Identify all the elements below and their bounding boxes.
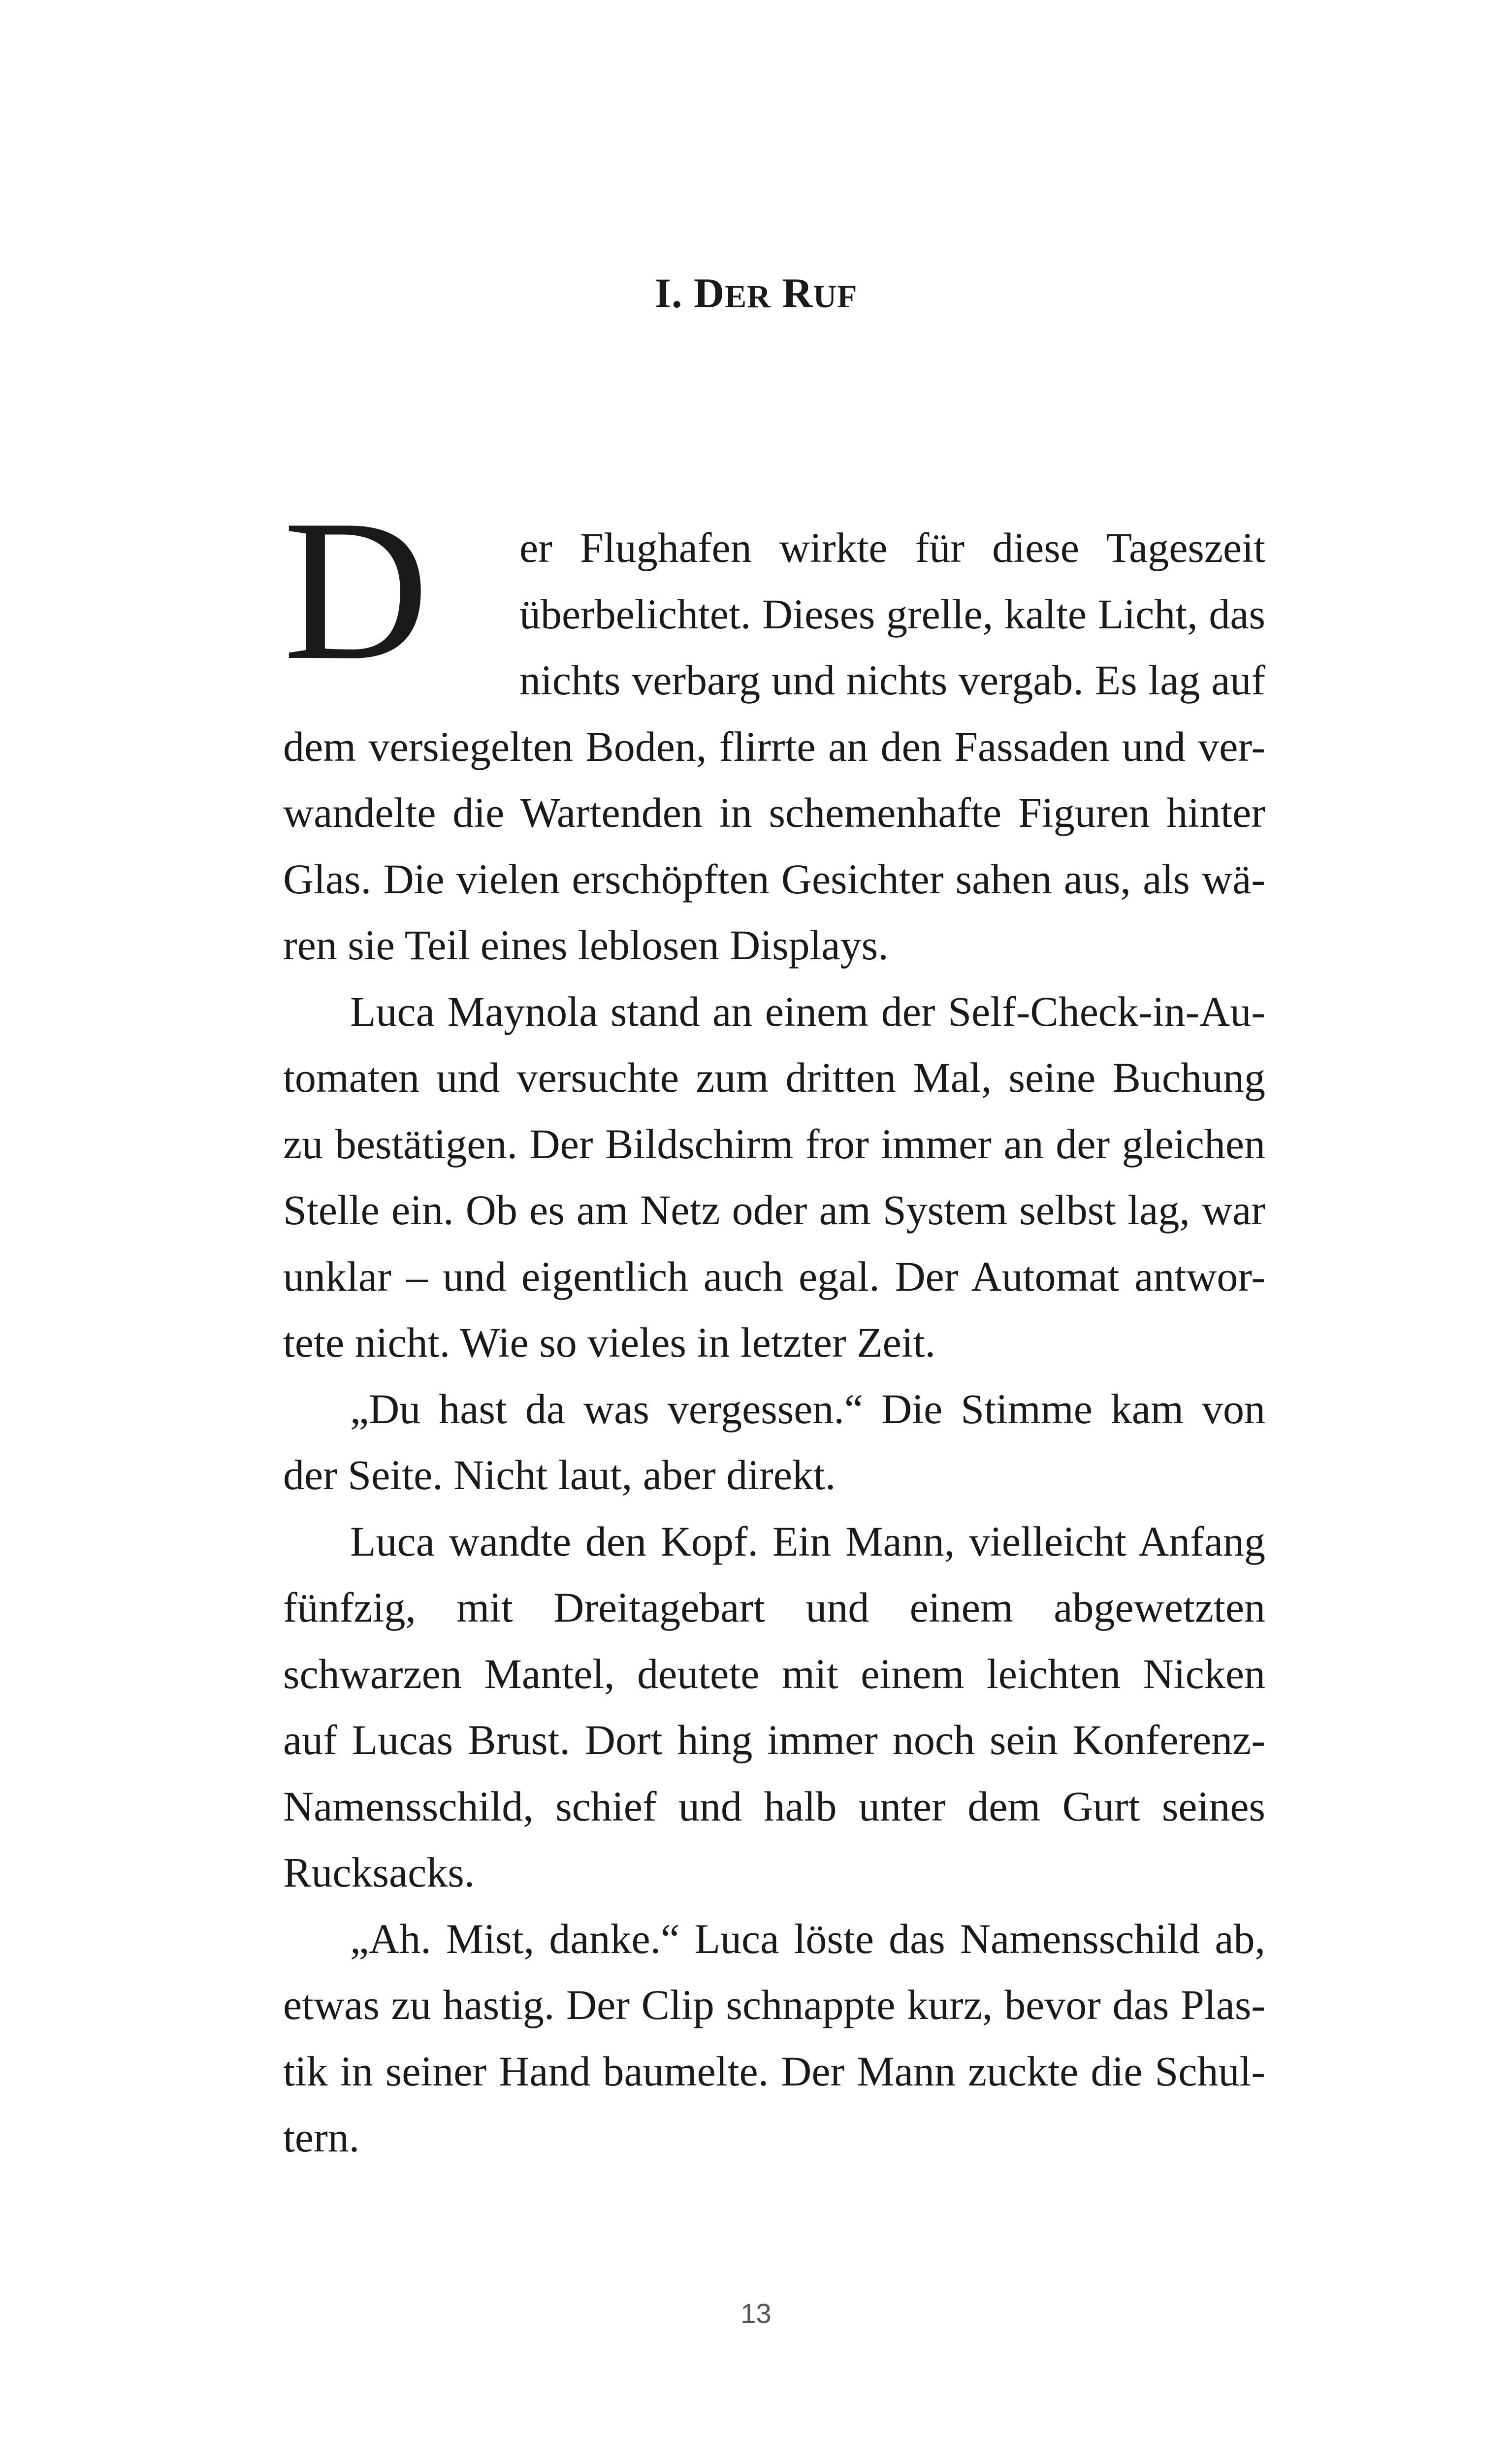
text-line: Stelle ein. Ob es am Netz oder am System selbst lag, war (283, 1186, 1265, 1234)
text-line: auf Lucas Brust. Dort hing immer noch sein Konferenz- (283, 1716, 1265, 1763)
text-line: wandelte die Wartenden in schemenhafte Figuren hinter (283, 789, 1265, 836)
text-line: tete nicht. Wie so vieles in letzter Zeit. (283, 1319, 936, 1366)
text-line: Glas. Die vielen erschöpften Gesichter sahen aus, als wä- (283, 855, 1265, 903)
text-line: Namensschild, schief und halb unter dem Gurt seines (283, 1782, 1265, 1830)
text-line: tern. (283, 2114, 360, 2161)
drop-cap: D (283, 478, 429, 702)
text-line: fünfzig, mit Dreitagebart und einem abgewetzten (283, 1584, 1265, 1631)
text-line: etwas zu hastig. Der Clip schnappte kurz, bevor das Plas- (283, 1981, 1265, 2028)
text-line: nichts verbarg und nichts vergab. Es lag auf (519, 656, 1265, 704)
page-number: 13 (740, 2298, 772, 2329)
chapter-title: I. DER RUF (654, 269, 858, 317)
text-line: überbelichtet. Dieses grelle, kalte Licht, das (519, 590, 1265, 638)
text-line: „Ah. Mist, danke.“ Luca löste das Namensschild ab, (350, 1915, 1265, 1962)
text-line: er Flughafen wirkte für diese Tageszeit (519, 524, 1265, 571)
text-line: tomaten und versuchte zum dritten Mal, seine Buchung (283, 1054, 1265, 1101)
text-line: ren sie Teil eines leblosen Displays. (283, 921, 889, 969)
text-line: schwarzen Mantel, deutete mit einem leichten Nicken (283, 1650, 1265, 1697)
text-line: tik in seiner Hand baumelte. Der Mann zuckte die Schul- (283, 2047, 1265, 2095)
text-line: unklar – und eigentlich auch egal. Der Automat antwor- (283, 1252, 1265, 1300)
chapter-body (283, 478, 1265, 2171)
text-line: Rucksacks. (283, 1849, 475, 1896)
text-line: „Du hast da was vergessen.“ Die Stimme kam von (350, 1385, 1265, 1433)
text-line: Luca Maynola stand an einem der Self-Check-in-Au- (350, 987, 1265, 1035)
text-line: der Seite. Nicht laut, aber direkt. (283, 1451, 836, 1498)
text-line: Luca wandte den Kopf. Ein Mann, vielleicht Anfang (350, 1517, 1265, 1565)
text-line: dem versiegelten Boden, flirrte an den Fassaden und ver- (283, 722, 1265, 770)
text-line: zu bestätigen. Der Bildschirm fror immer an der gleichen (283, 1120, 1265, 1168)
